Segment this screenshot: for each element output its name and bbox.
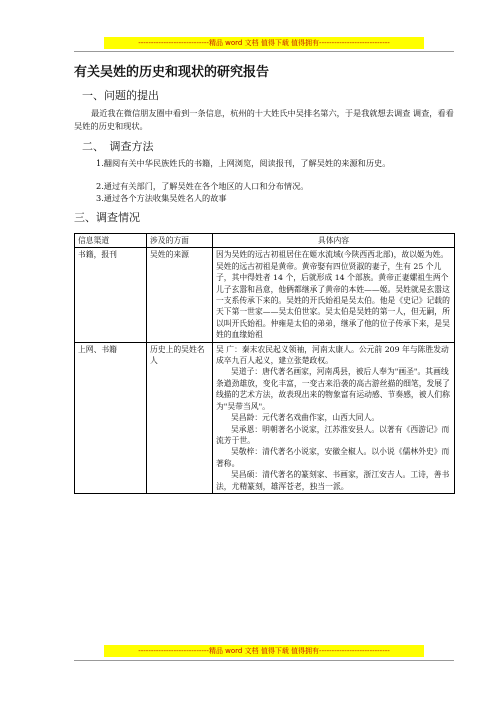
method-item-3: 3.通过各个方法收集吴姓名人的故事 bbox=[96, 193, 227, 203]
person-wu-changshuo: 吴昌硕：清代著名的篆刻家、书画家，浙江安吉人。工诗，善书法，尤精篆刻，雄浑苍老，独当一派。 bbox=[216, 470, 450, 491]
header-channel: 信息渠道 bbox=[75, 234, 147, 248]
footer-rule bbox=[74, 660, 454, 661]
person-wu-jingzi: 吴敬梓：清代著名小说家，安徽全椒人。以小说《儒林外史》而著称。 bbox=[216, 447, 450, 468]
person-wu-chengen: 吴承恩：明朝著名小说家，江苏淮安县人。以著有《西游记》而流芳于世。 bbox=[216, 424, 450, 445]
document-title: 有关吴姓的历史和现状的研究报告 bbox=[74, 65, 270, 80]
row2-aspect: 历史上的吴姓名人 bbox=[147, 342, 213, 493]
method-item-1: 1.翻阅有关中华民族姓氏的书籍，上网浏览，阅读报刊，了解吴姓的来源和历史。 bbox=[96, 158, 391, 168]
section1-body: 最近我在微信朋友圈中看到一条信息，杭州的十大姓氏中吴排名第六，于是我就想去调查 调查，看看吴姓的历史和现状。 bbox=[74, 108, 454, 131]
survey-table bbox=[74, 233, 455, 494]
person-wu-changling: 吴昌龄：元代著名戏曲作家，山西大同人。 bbox=[231, 413, 380, 423]
person-wu-daozi: 吴道子：唐代著名画家，河南禹县，被后人奉为"画圣"。其画线条遒劲雄放，变化丰富，一变古来沿袭的高古游丝描的细笔，发展了线描的艺术方法，故表现出来的物象富有运动感、节奏感，被人们称为"吴带当风"。 bbox=[216, 367, 450, 411]
section1-heading: 一、问题的提出 bbox=[82, 89, 159, 102]
table-row bbox=[75, 248, 455, 342]
row1-content: 因为吴姓的远古初祖居住在姬水流域(今陕西西北部)，故以姬为姓。吴姓的远古初祖是黄帝。黄帝娶有四位贤淑的妻子，生有 25 个儿子，其中得姓者 14 个，后就形成 14 个部族。黄帝正妻嫘祖生两个儿子玄嚣和昌意，他俩都继承了黄帝的本姓——姬。吴姓就是玄嚣这一支系传承下来的。吴姓的开氏始祖是吴太伯。他是《史记》记载的天下第一世家——吴太伯世家。吴太伯是吴姓的第一人，但无嗣，所以叫开氏始祖。仲雍是太伯的弟弟，继承了他的位子传承下来，是吴姓的血缘始祖 bbox=[213, 248, 455, 342]
row2-content bbox=[213, 342, 455, 493]
method-item-2: 2.通过有关部门，了解吴姓在各个地区的人口和分布情况。 bbox=[96, 181, 309, 191]
person-wu-guang: 吴 广：秦末农民起义领袖，河南太康人。公元前 209 年与陈胜发动成卒九百人起义，建立张楚政权。 bbox=[216, 344, 449, 366]
header-content: 具体内容 bbox=[213, 234, 455, 248]
section3-heading: 三、调查情况 bbox=[74, 211, 140, 224]
header-rule bbox=[74, 51, 454, 52]
document-body bbox=[74, 64, 454, 494]
row1-aspect: 吴姓的来源 bbox=[147, 248, 213, 342]
top-banner: ----------------------------精品 word 文档 值得下载 值得拥有---------------------------- bbox=[104, 37, 424, 49]
header-aspect: 涉及的方面 bbox=[147, 234, 213, 248]
section2-heading: 二、 调查方法 bbox=[82, 140, 154, 153]
table-row bbox=[75, 342, 455, 493]
table-header-row bbox=[75, 234, 455, 248]
row1-channel: 书籍，报刊 bbox=[75, 248, 147, 342]
row2-channel: 上网、书籍 bbox=[75, 342, 147, 493]
bottom-banner: ----------------------------精品 word 文档 值得下载 值得拥有---------------------------- bbox=[104, 645, 424, 657]
